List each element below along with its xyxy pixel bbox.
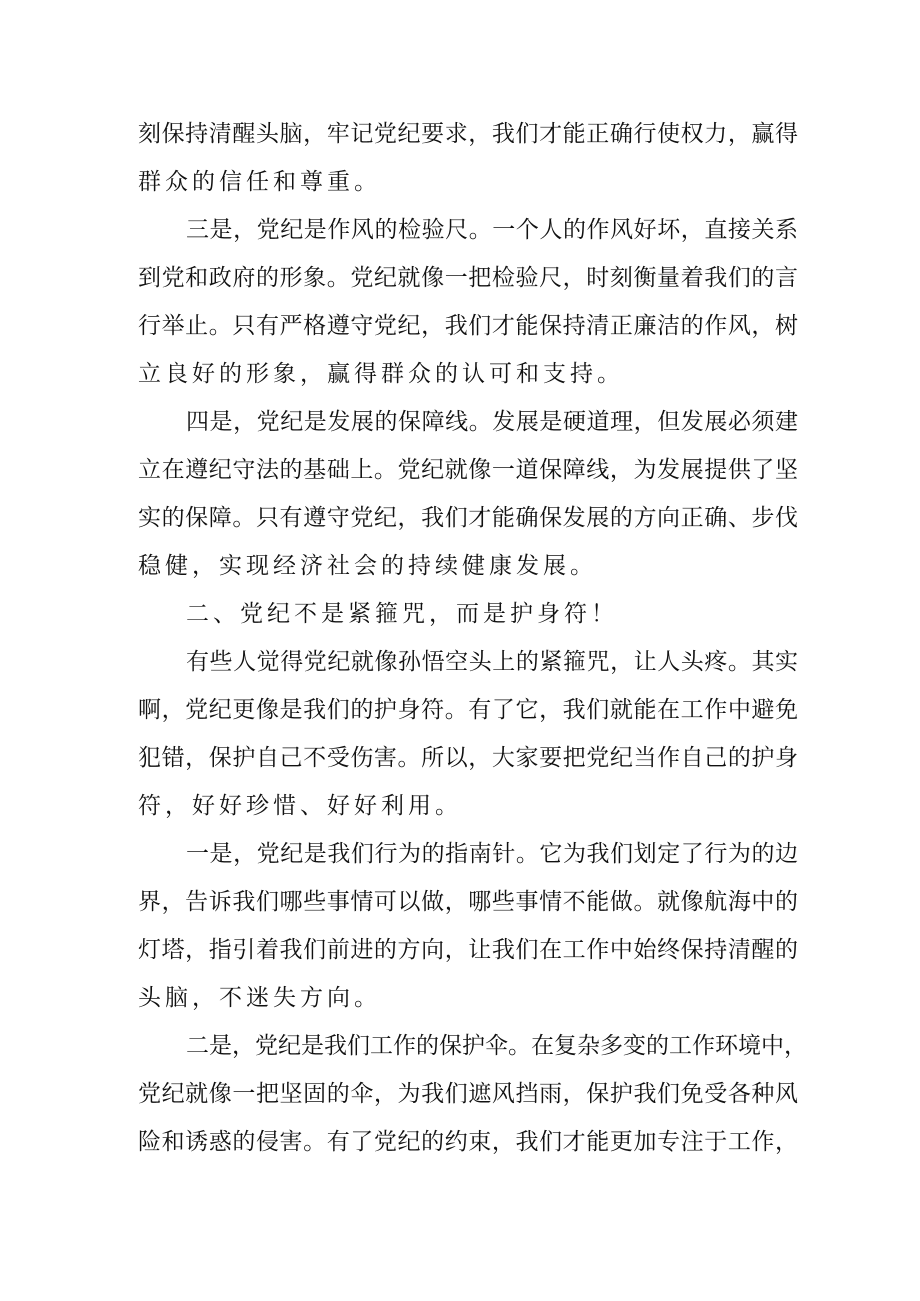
text-line: 刻保持清醒头脑，牢记党纪要求，我们才能正确行使权力，赢得 (138, 121, 798, 147)
text-line: 党纪就像一把坚固的伞，为我们遮风挡雨，保护我们免受各种风 (138, 1081, 798, 1107)
text-line: 立良好的形象，赢得群众的认可和支持。 (138, 361, 624, 387)
text-line: 啊，党纪更像是我们的护身符。有了它，我们就能在工作中避免 (138, 697, 798, 723)
text-line: 行举止。只有严格遵守党纪，我们才能保持清正廉洁的作风，树 (138, 313, 798, 339)
paragraph-first-line: 二是，党纪是我们工作的保护伞。在复杂多变的工作环境中， (186, 1033, 807, 1059)
text-line: 到党和政府的形象。党纪就像一把检验尺，时刻衡量着我们的言 (138, 265, 798, 291)
text-line: 立在遵纪守法的基础上。党纪就像一道保障线，为发展提供了坚 (138, 457, 798, 483)
paragraph-first-line: 三是，党纪是作风的检验尺。一个人的作风好坏，直接关系 (186, 217, 798, 243)
text-line: 犯错，保护自己不受伤害。所以，大家要把党纪当作自己的护身 (138, 745, 798, 771)
section-heading: 二、党纪不是紧箍咒，而是护身符！ (186, 601, 618, 627)
text-line: 灯塔，指引着我们前进的方向，让我们在工作中始终保持清醒的 (138, 937, 798, 963)
text-line: 群众的信任和尊重。 (138, 169, 381, 195)
text-line: 险和诱惑的侵害。有了党纪的约束，我们才能更加专注于工作， (138, 1129, 798, 1155)
text-line: 头脑，不迷失方向。 (138, 985, 381, 1011)
text-line: 稳健，实现经济社会的持续健康发展。 (138, 553, 597, 579)
paragraph-first-line: 一是，党纪是我们行为的指南针。它为我们划定了行为的边 (186, 841, 798, 867)
text-line: 界，告诉我们哪些事情可以做，哪些事情不能做。就像航海中的 (138, 889, 798, 915)
paragraph-first-line: 有些人觉得党纪就像孙悟空头上的紧箍咒，让人头疼。其实 (186, 649, 798, 675)
paragraph-first-line: 四是，党纪是发展的保障线。发展是硬道理，但发展必须建 (186, 409, 798, 435)
text-line: 符，好好珍惜、好好利用。 (138, 793, 462, 819)
text-line: 实的保障。只有遵守党纪，我们才能确保发展的方向正确、步伐 (138, 505, 798, 531)
